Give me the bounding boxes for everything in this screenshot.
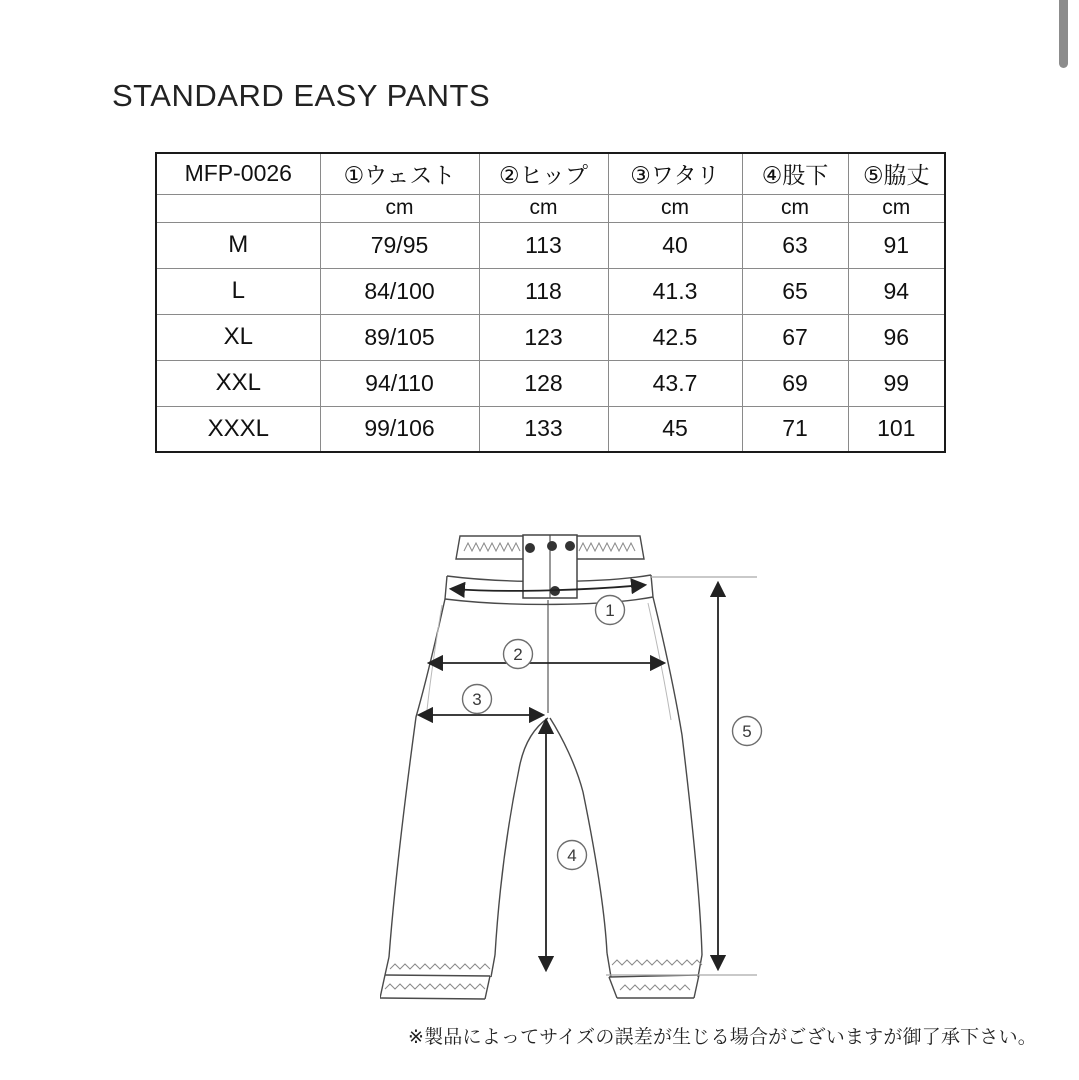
vertical-scrollbar-thumb[interactable]: [1059, 0, 1068, 68]
table-cell: 40: [608, 222, 742, 268]
table-cell: 101: [848, 406, 945, 452]
table-row-xxl: [156, 360, 945, 406]
table-header-row: [156, 153, 945, 194]
table-row-xxxl: [156, 406, 945, 452]
svg-text:4: 4: [567, 846, 577, 865]
table-cell: 99: [848, 360, 945, 406]
label-2-hip: [504, 640, 533, 669]
table-cell: 128: [479, 360, 608, 406]
table-cell: 65: [742, 268, 848, 314]
table-cell: 89/105: [320, 314, 479, 360]
button-icon: [547, 541, 557, 551]
svg-text:3: 3: [472, 690, 482, 709]
left-cuff: [380, 955, 495, 999]
size-label: L: [156, 268, 320, 314]
size-label: XXXL: [156, 406, 320, 452]
table-cell: 94: [848, 268, 945, 314]
size-label: M: [156, 222, 320, 268]
right-cuff-zigzag-top: [612, 960, 702, 965]
col-header-inseam: ④股下: [742, 153, 848, 194]
table-cell: 118: [479, 268, 608, 314]
model-number-cell: MFP-0026: [156, 153, 320, 194]
button-icon: [565, 541, 575, 551]
svg-text:1: 1: [605, 601, 615, 620]
table-row-m: [156, 222, 945, 268]
label-5-side-length: [733, 717, 762, 746]
left-cuff-zigzag-mid: [385, 984, 485, 989]
pants-measurement-diagram: [380, 505, 780, 1020]
size-label: XL: [156, 314, 320, 360]
unit-cell: cm: [479, 194, 608, 222]
pants-diagram-svg: [380, 505, 780, 1020]
table-cell: 67: [742, 314, 848, 360]
table-cell: 63: [742, 222, 848, 268]
unit-cell: cm: [608, 194, 742, 222]
label-3-thigh: [463, 685, 492, 714]
unit-cell: cm: [320, 194, 479, 222]
table-cell: 113: [479, 222, 608, 268]
table-cell: 123: [479, 314, 608, 360]
page-title: STANDARD EASY PANTS: [112, 78, 491, 113]
size-tolerance-footnote: ※製品によってサイズの誤差が生じる場合がございますが御了承下さい。: [407, 1027, 1037, 1048]
size-label: XXL: [156, 360, 320, 406]
table-cell: 94/110: [320, 360, 479, 406]
table-cell: 43.7: [608, 360, 742, 406]
unit-cell: cm: [742, 194, 848, 222]
table-cell: 69: [742, 360, 848, 406]
table-cell: 71: [742, 406, 848, 452]
front-placket: [523, 535, 577, 598]
table-cell: 79/95: [320, 222, 479, 268]
table-cell: 84/100: [320, 268, 479, 314]
table-row-xl: [156, 314, 945, 360]
pants-outline: [380, 536, 702, 999]
col-header-waist: ①ウェスト: [320, 153, 479, 194]
table-cell-empty: [156, 194, 320, 222]
table-cell: 45: [608, 406, 742, 452]
svg-text:2: 2: [513, 645, 523, 664]
table-cell: 41.3: [608, 268, 742, 314]
right-cuff-zigzag-mid: [620, 985, 690, 990]
table-cell: 42.5: [608, 314, 742, 360]
label-1-waist: [596, 596, 625, 625]
label-4-inseam: [558, 841, 587, 870]
table-unit-row: [156, 194, 945, 222]
col-header-thigh: ③ワタリ: [608, 153, 742, 194]
button-icon: [525, 543, 535, 553]
size-table: [155, 152, 946, 453]
table-cell: 99/106: [320, 406, 479, 452]
unit-cell: cm: [848, 194, 945, 222]
table-cell: 133: [479, 406, 608, 452]
table-cell: 96: [848, 314, 945, 360]
elastic-stitch-lines: [385, 543, 702, 990]
col-header-side-length: ⑤脇丈: [848, 153, 945, 194]
left-cuff-zigzag-top: [390, 964, 490, 969]
table-row-l: [156, 268, 945, 314]
col-header-hip: ②ヒップ: [479, 153, 608, 194]
svg-text:5: 5: [742, 722, 752, 741]
table-cell: 91: [848, 222, 945, 268]
